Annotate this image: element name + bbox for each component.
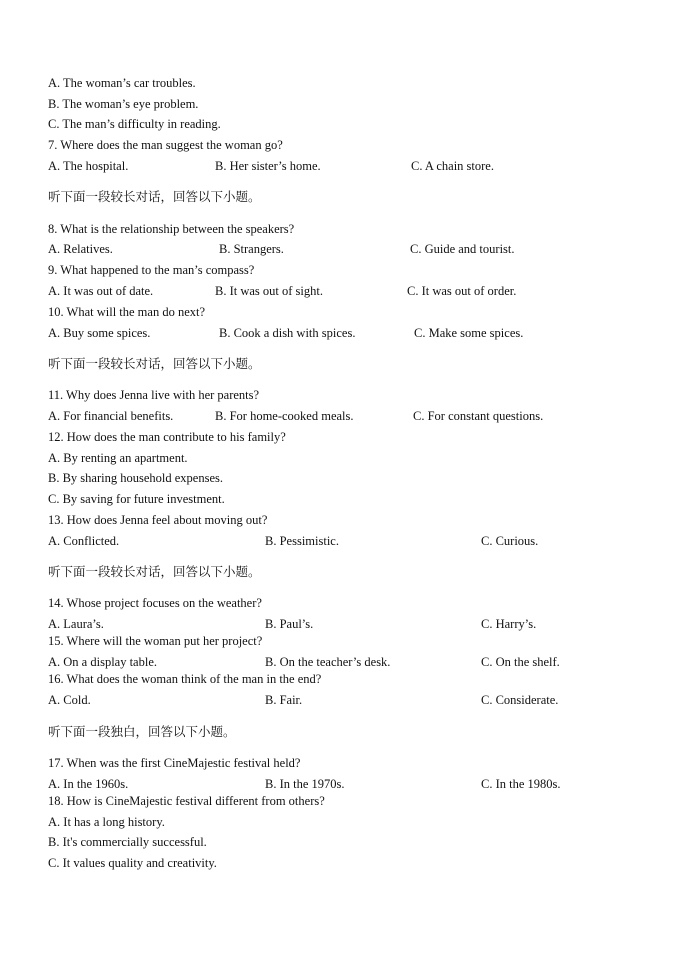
q7-question: 7. Where does the man suggest the woman go? (48, 138, 283, 152)
q17-option-b: B. In the 1970s. (265, 777, 345, 791)
q15-option-c: C. On the shelf. (481, 655, 560, 669)
q13-option-a: A. Conflicted. (48, 534, 120, 548)
q9-question: 9. What happened to the man’s compass? (48, 263, 255, 277)
q18-option-b: B. It's commercially successful. (48, 835, 207, 849)
q6-option-a: A. The woman’s car troubles. (48, 76, 196, 90)
q13-option-b: B. Pessimistic. (265, 534, 339, 548)
q11-question: 11. Why does Jenna live with her parents? (48, 388, 260, 402)
q17-option-c: C. In the 1980s. (481, 777, 561, 791)
q7-option-c: C. A chain store. (411, 159, 494, 173)
q16-option-a: A. Cold. (48, 693, 91, 707)
q18-question: 18. How is CineMajestic festival different from others? (48, 794, 325, 808)
q18-option-a: A. It has a long history. (48, 815, 165, 829)
q12-question: 12. How does the man contribute to his family? (48, 430, 286, 444)
q7-option-b: B. Her sister’s home. (215, 159, 321, 173)
q16-question: 16. What does the woman think of the man in the end? (48, 672, 322, 686)
section-heading-long-dialogue: 听下面一段较长对话，回答以下小题。 (48, 356, 261, 371)
q8-question: 8. What is the relationship between the speakers? (48, 222, 295, 236)
q8-option-b: B. Strangers. (219, 242, 284, 256)
q10-question: 10. What will the man do next? (48, 305, 206, 319)
q15-option-a: A. On a display table. (48, 655, 158, 669)
q18-option-c: C. It values quality and creativity. (48, 856, 217, 870)
q8-option-c: C. Guide and tourist. (410, 242, 515, 256)
q14-option-a: A. Laura’s. (48, 617, 104, 631)
q12-option-b: B. By sharing household expenses. (48, 471, 223, 485)
q9-option-a: A. It was out of date. (48, 284, 154, 298)
q10-option-c: C. Make some spices. (414, 326, 524, 340)
q16-option-c: C. Considerate. (481, 693, 559, 707)
q14-option-b: B. Paul’s. (265, 617, 314, 631)
q12-option-c: C. By saving for future investment. (48, 492, 225, 506)
section-heading-long-dialogue: 听下面一段较长对话，回答以下小题。 (48, 189, 261, 204)
q10-option-a: A. Buy some spices. (48, 326, 151, 340)
section-heading-monologue: 听下面一段独白，回答以下小题。 (48, 724, 236, 739)
q7-option-a: A. The hospital. (48, 159, 129, 173)
q11-option-b: B. For home-cooked meals. (215, 409, 354, 423)
q13-question: 13. How does Jenna feel about moving out? (48, 513, 268, 527)
q15-option-b: B. On the teacher’s desk. (265, 655, 391, 669)
q9-option-b: B. It was out of sight. (215, 284, 323, 298)
q17-question: 17. When was the first CineMajestic festival held? (48, 756, 301, 770)
q9-option-c: C. It was out of order. (407, 284, 517, 298)
q16-option-b: B. Fair. (265, 693, 303, 707)
section-heading-long-dialogue: 听下面一段较长对话，回答以下小题。 (48, 564, 261, 579)
q11-option-a: A. For financial benefits. (48, 409, 174, 423)
q11-option-c: C. For constant questions. (413, 409, 544, 423)
q6-option-b: B. The woman’s eye problem. (48, 97, 199, 111)
q6-option-c: C. The man’s difficulty in reading. (48, 117, 221, 131)
q14-question: 14. Whose project focuses on the weather? (48, 596, 262, 610)
q10-option-b: B. Cook a dish with spices. (219, 326, 356, 340)
q13-option-c: C. Curious. (481, 534, 539, 548)
q14-option-c: C. Harry’s. (481, 617, 537, 631)
q17-option-a: A. In the 1960s. (48, 777, 129, 791)
q8-option-a: A. Relatives. (48, 242, 113, 256)
q12-option-a: A. By renting an apartment. (48, 451, 188, 465)
q15-question: 15. Where will the woman put her project? (48, 634, 263, 648)
